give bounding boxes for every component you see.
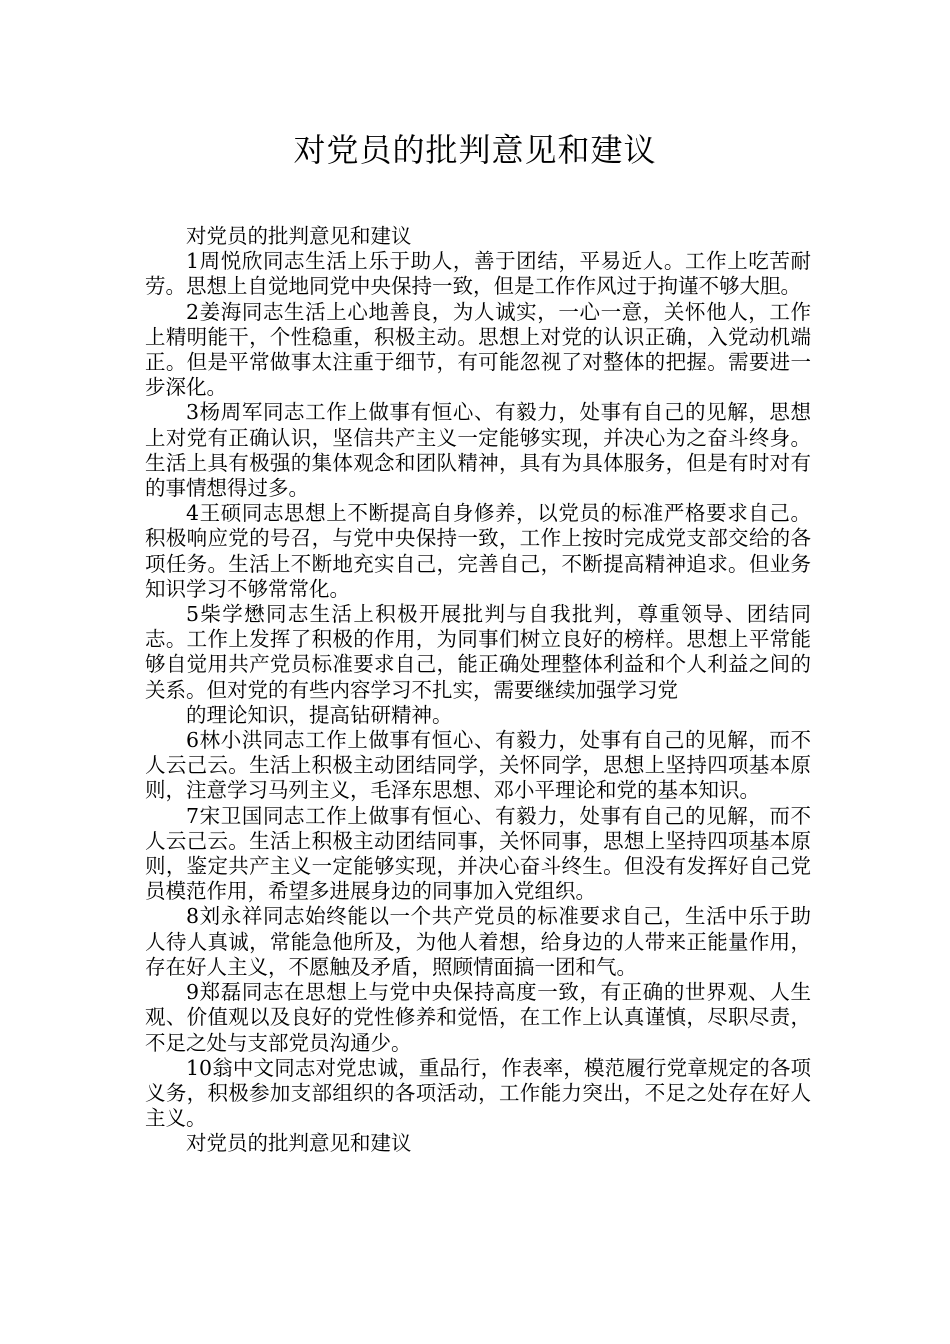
paragraph-2: 2姜海同志生活上心地善良，为人诚实，一心一意，关怀他人，工作上精明能干，个性稳重，积极主动。思想上对党的认识正确，入党动机端正。但是平常做事太注重于细节，有可能忽视了对整体的把握。需要进一步深化。 bbox=[145, 299, 811, 400]
paragraph-5-continued: 的理论知识，提高钻研精神。 bbox=[186, 702, 453, 727]
paragraph-7: 7宋卫国同志工作上做事有恒心、有毅力，处事有自己的见解，而不人云己云。生活上积极主动团结同事，关怀同事，思想上坚持四项基本原则，鉴定共产主义一定能够实现，并决心奋斗终生。但没有发挥好自己党员模范作用，希望多进展身边的同事加入党组织。 bbox=[145, 803, 811, 904]
paragraph-10: 10翁中文同志对党忠诚，重品行，作表率，模范履行党章规定的各项义务，积极参加支部组织的各项活动，工作能力突出，不足之处存在好人主义。 bbox=[145, 1055, 811, 1131]
footer-line: 对党员的批判意见和建议 bbox=[186, 1131, 412, 1156]
paragraph-1: 1周悦欣同志生活上乐于助人，善于团结，平易近人。工作上吃苦耐劳。思想上自觉地同党中央保持一致，但是工作作风过于拘谨不够大胆。 bbox=[145, 249, 811, 299]
paragraph-5: 5柴学懋同志生活上积极开展批判与自我批判，尊重领导、团结同志。工作上发挥了积极的作用，为同事们树立良好的榜样。思想上平常能够自觉用共产党员标准要求自己，能正确处理整体利益和个人利益之间的关系。但对党的有些内容学习不扎实，需要继续加强学习党 bbox=[145, 602, 811, 702]
paragraph-9: 9郑磊同志在思想上与党中央保持高度一致，有正确的世界观、人生观、价值观以及良好的党性修养和觉悟，在工作上认真谨慎，尽职尽责，不足之处与支部党员沟通少。 bbox=[145, 980, 811, 1055]
page-title: 对党员的批判意见和建议 bbox=[293, 131, 657, 169]
paragraph-6: 6林小洪同志工作上做事有恒心、有毅力，处事有自己的见解，而不人云己云。生活上积极主动团结同学，关怀同学，思想上坚持四项基本原则，注意学习马列主义，毛泽东思想、邓小平理论和党的基本知识。 bbox=[145, 728, 811, 803]
paragraph-3: 3杨周军同志工作上做事有恒心、有毅力，处事有自己的见解，思想上对党有正确认识，坚信共产主义一定能够实现，并决心为之奋斗终身。生活上具有极强的集体观念和团队精神，具有为具体服务，但是有时对有的事情想得过多。 bbox=[145, 400, 811, 501]
paragraph-4: 4王硕同志思想上不断提高自身修养，以党员的标准严格要求自己。积极响应党的号召，与党中央保持一致，工作上按时完成党支部交给的各项任务。生活上不断地充实自己，完善自己，不断提高精神追求。但业务知识学习不够常常化。 bbox=[145, 501, 811, 601]
subtitle-line: 对党员的批判意见和建议 bbox=[186, 224, 412, 248]
paragraph-8: 8刘永祥同志始终能以一个共产党员的标准要求自己，生活中乐于助人待人真诚，常能急他所及，为他人着想，给身边的人带来正能量作用，存在好人主义，不愿触及矛盾，照顾情面搞一团和气。 bbox=[145, 904, 811, 979]
document-body bbox=[145, 224, 811, 1157]
